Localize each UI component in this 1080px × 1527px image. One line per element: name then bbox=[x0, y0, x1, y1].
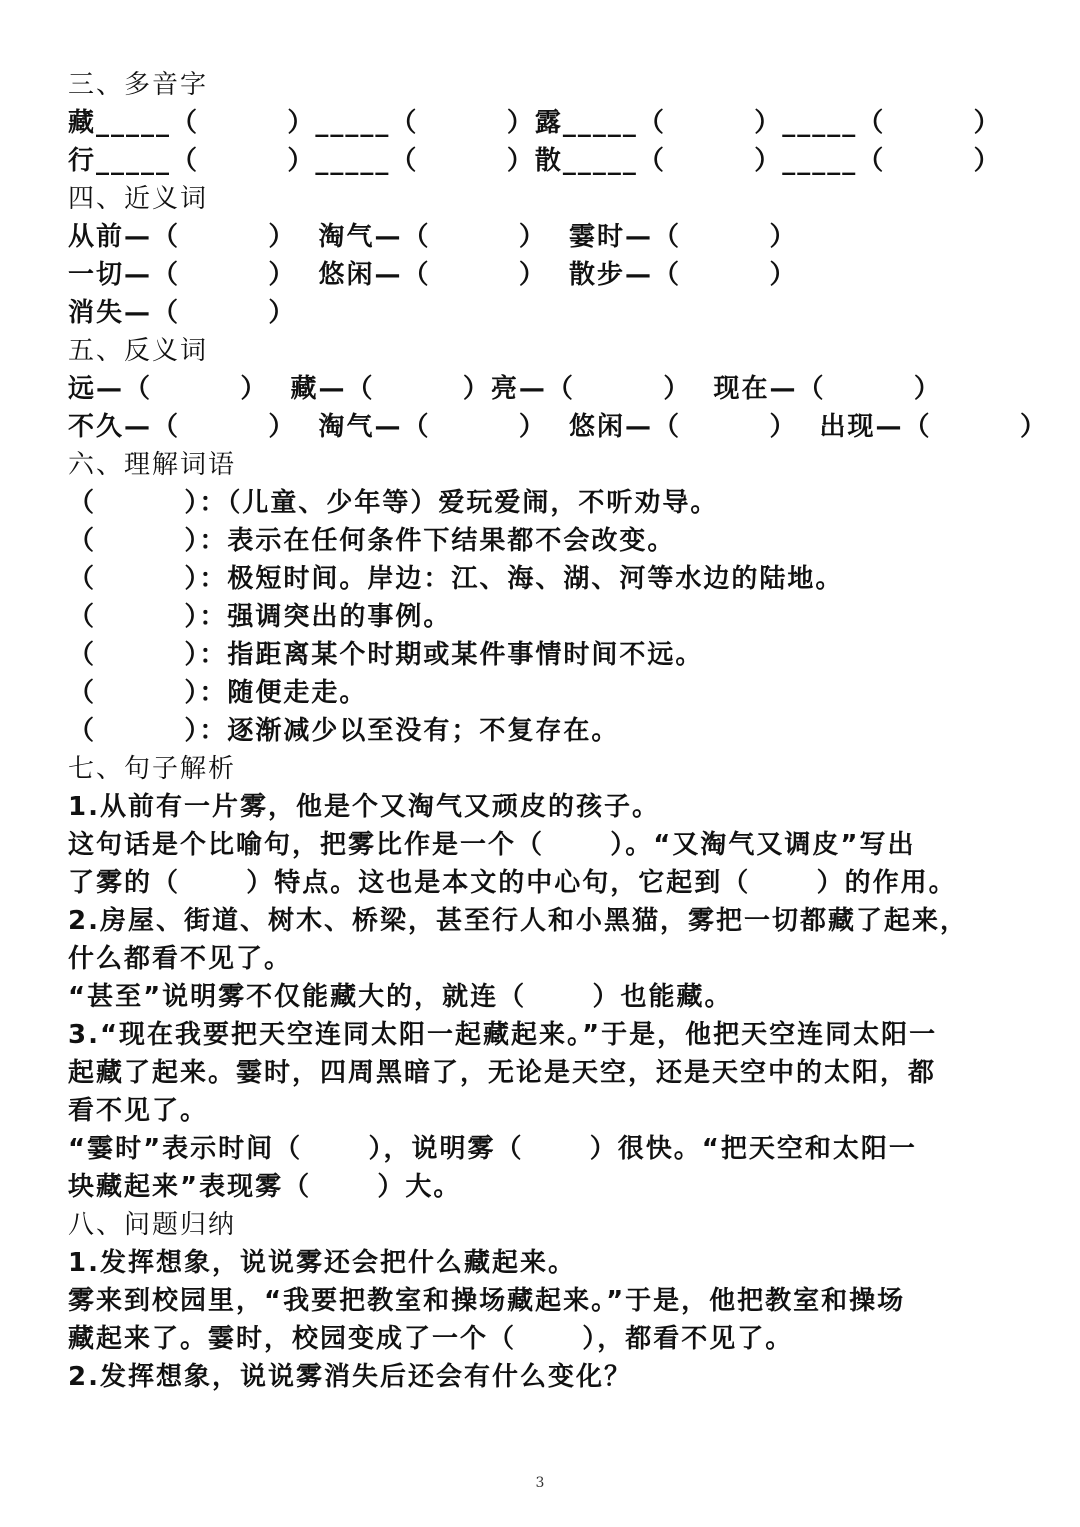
sentence-analysis-line: 3.“现在我要把天空连同太阳一起藏起来。”于是，他把天空连同太阳一 bbox=[68, 1020, 938, 1050]
page-number: 3 bbox=[535, 1475, 545, 1491]
section-3-heading: 三、多音字 bbox=[68, 70, 209, 100]
synonym-row-2: 一切—（ ） 悠闲—（ ） 散步—（ ） bbox=[68, 260, 798, 290]
antonym-row-1: 远—（ ） 藏—（ ）亮—（ ） 现在—（ ） bbox=[68, 374, 942, 404]
polyphone-row-1: 藏_____（ ）_____（ ）露_____（ ）_____（ ） bbox=[68, 108, 1002, 138]
definition-item: （ ）：极短时间。岸边：江、海、湖、河等水边的陆地。 bbox=[68, 564, 844, 594]
section-7-heading: 七、句子解析 bbox=[68, 754, 237, 784]
synonym-row-3: 消失—（ ） bbox=[68, 298, 297, 328]
sentence-analysis-line: 这句话是个比喻句，把雾比作是一个（ ）。“又淘气又调皮”写出 bbox=[68, 830, 916, 860]
sentence-analysis-line: “甚至”说明雾不仅能藏大的，就连（ ）也能藏。 bbox=[68, 982, 733, 1012]
definition-item: （ ）：表示在任何条件下结果都不会改变。 bbox=[68, 526, 676, 556]
polyphone-row-2: 行_____（ ）_____（ ）散_____（ ）_____（ ） bbox=[68, 146, 1002, 176]
synonym-row-1: 从前—（ ） 淘气—（ ） 霎时—（ ） bbox=[68, 222, 798, 252]
antonym-row-2: 不久—（ ） 淘气—（ ） 悠闲—（ ） 出现—（ ） bbox=[68, 412, 1048, 442]
question-line: 2.发挥想象，说说雾消失后还会有什么变化？ bbox=[68, 1362, 632, 1392]
section-8-heading: 八、问题归纳 bbox=[68, 1210, 237, 1240]
section-5-heading: 五、反义词 bbox=[68, 336, 209, 366]
sentence-analysis-line: 看不见了。 bbox=[68, 1096, 209, 1126]
sentence-analysis-line: 了雾的（ ）特点。这也是本文的中心句，它起到（ ）的作用。 bbox=[68, 868, 957, 898]
sentence-analysis-line: 起藏了起来。霎时，四周黑暗了，无论是天空，还是天空中的太阳，都 bbox=[68, 1058, 937, 1088]
definition-item: （ ）：随便走走。 bbox=[68, 678, 368, 708]
definition-item: （ ）：强调突出的事例。 bbox=[68, 602, 452, 632]
question-line: 1.发挥想象，说说雾还会把什么藏起来。 bbox=[68, 1248, 576, 1278]
section-6-heading: 六、理解词语 bbox=[68, 450, 237, 480]
sentence-analysis-line: 1.从前有一片雾，他是个又淘气又顽皮的孩子。 bbox=[68, 792, 660, 822]
definition-item: （ ）：指距离某个时期或某件事情时间不远。 bbox=[68, 640, 704, 670]
question-line: 雾来到校园里，“我要把教室和操场藏起来。”于是，他把教室和操场 bbox=[68, 1286, 906, 1316]
definition-item: （ ）：（儿童、少年等）爱玩爱闹，不听劝导。 bbox=[68, 488, 719, 518]
sentence-analysis-line: “霎时”表示时间（ ），说明雾（ ）很快。“把天空和太阳一 bbox=[68, 1134, 917, 1164]
question-line: 藏起来了。霎时，校园变成了一个（ ），都看不见了。 bbox=[68, 1324, 794, 1354]
sentence-analysis-line: 块藏起来”表现雾（ ）大。 bbox=[68, 1172, 462, 1202]
sentence-analysis-line: 什么都看不见了。 bbox=[68, 944, 293, 974]
section-4-heading: 四、近义词 bbox=[68, 184, 209, 214]
sentence-analysis-line: 2.房屋、街道、树木、桥梁，甚至行人和小黑猫，雾把一切都藏了起来， bbox=[68, 906, 968, 936]
definition-item: （ ）：逐渐减少以至没有；不复存在。 bbox=[68, 716, 620, 746]
